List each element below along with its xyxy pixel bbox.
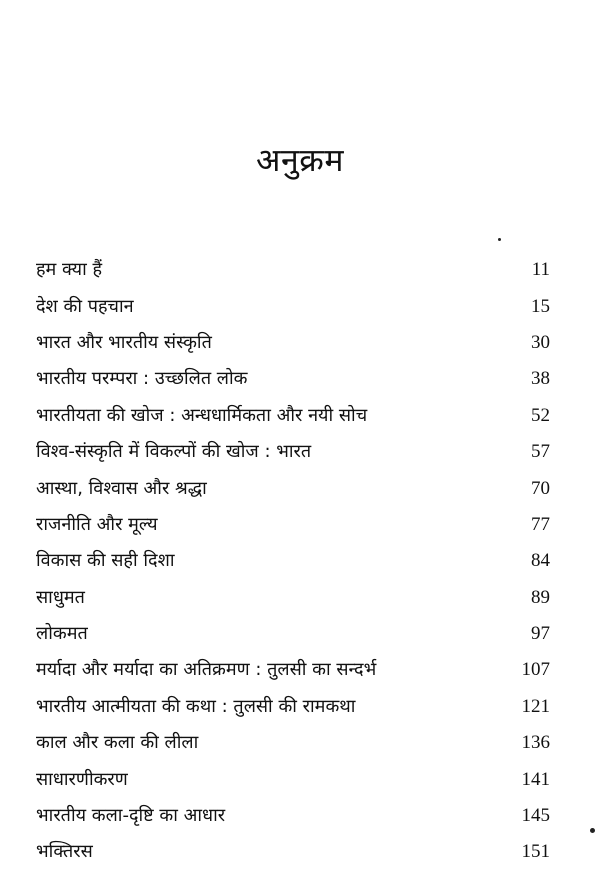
toc-entry [36,434,550,470]
toc-entry [36,543,550,579]
table-of-contents [36,252,550,871]
toc-entry-title: भक्तिरस [36,841,93,863]
toc-entry [36,580,550,616]
toc-entry-page: 38 [531,368,550,390]
toc-entry [36,507,550,543]
scan-speck [590,828,595,833]
toc-entry [36,252,550,288]
toc-entry-title: विश्व-संस्कृति में विकल्पों की खोज : भारत [36,441,312,463]
toc-entry [36,616,550,652]
toc-entry-page: 52 [531,404,550,426]
toc-entry-page: 77 [531,513,550,535]
toc-entry [36,398,550,434]
toc-entry [36,761,550,797]
toc-entry-page: 89 [531,586,550,608]
toc-entry [36,834,550,870]
toc-entry-title: देश की पहचान [36,295,134,317]
toc-entry-title: विकास की सही दिशा [36,550,175,572]
toc-entry-title: हम क्या हैं [36,259,103,281]
toc-entry [36,798,550,834]
toc-entry [36,470,550,506]
toc-entry-title: साधुमत [36,586,85,608]
toc-entry-title: भारतीय कला-दृष्टि का आधार [36,805,226,827]
toc-entry-title: भारतीय परम्परा : उच्छलित लोक [36,368,248,390]
toc-entry-page: 121 [521,695,550,717]
toc-entry-page: 70 [531,477,550,499]
toc-entry-page: 15 [531,295,550,317]
toc-entry [36,689,550,725]
toc-entry-title: भारतीय आत्मीयता की कथा : तुलसी की रामकथा [36,695,356,717]
toc-entry-page: 145 [521,805,550,827]
toc-entry-page: 151 [521,841,550,863]
toc-entry-title: लोकमत [36,623,88,645]
toc-entry-page: 97 [531,623,550,645]
toc-entry-title: राजनीति और मूल्य [36,513,158,535]
contents-heading: अनुक्रम [256,141,344,179]
toc-entry-page: 141 [521,768,550,790]
toc-entry-page: 11 [531,259,550,281]
toc-entry-title: भारतीयता की खोज : अन्धधार्मिकता और नयी सोच [36,404,368,426]
toc-entry [36,652,550,688]
toc-entry-page: 107 [521,659,550,681]
toc-entry-page: 84 [531,550,550,572]
toc-entry-title: काल और कला की लीला [36,732,199,754]
toc-entry-title: भारत और भारतीय संस्कृति [36,331,212,353]
toc-entry [36,288,550,324]
toc-entry [36,325,550,361]
scan-speck [498,238,501,241]
toc-entry [36,361,550,397]
toc-entry [36,725,550,761]
toc-entry-page: 57 [531,441,550,463]
toc-entry-title: साधारणीकरण [36,768,128,790]
toc-entry-page: 136 [521,732,550,754]
toc-entry-page: 30 [531,331,550,353]
toc-entry-title: आस्था, विश्वास और श्रद्धा [36,477,207,499]
toc-entry-title: मर्यादा और मर्यादा का अतिक्रमण : तुलसी का सन्दर्भ [36,659,377,681]
